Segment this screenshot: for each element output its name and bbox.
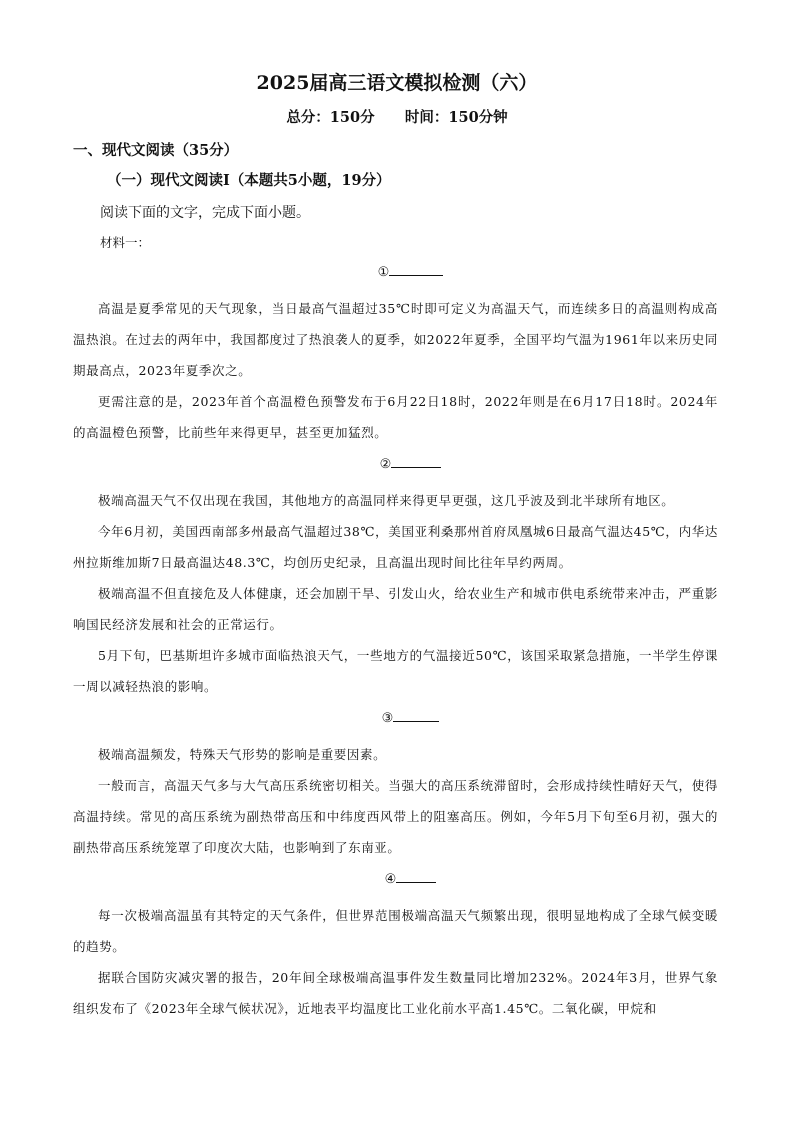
section-heading: 一、现代文阅读（35分）	[73, 142, 239, 159]
subheading-4	[73, 869, 718, 891]
exam-time: 时间：150分钟	[404, 109, 508, 126]
material-label: 材料一：	[100, 235, 151, 250]
fill-blank	[393, 709, 439, 722]
paragraph: 每一次极端高温虽有其特定的天气条件，但世界范围极端高温天气频繁出现，很明显地构成了全球气候变暖的趋势。	[73, 908, 718, 954]
subheading-1	[73, 262, 718, 284]
paragraph: 据联合国防灾减灾署的报告，20年间全球极端高温事件发生数量同比增加232%。2024年3月，世界气象组织发布了《2023年全球气候状况》，近地表平均温度比工业化前水平高1.45℃。二氧化碳，甲烷和	[73, 970, 718, 1016]
subheading-number: ②	[379, 457, 392, 472]
paragraph: 高温是夏季常见的天气现象，当日最高气温超过35℃时即可定义为高温天气，而连续多日的高温则构成高温热浪。在过去的两年中，我国都度过了热浪袭人的夏季，如2022年夏季，全国平均气温为1961年以来历史同期最高点，2023年夏季次之。	[73, 301, 718, 378]
paragraph: 一般而言，高温天气多与大气高压系统密切相关。当强大的高压系统滞留时，会形成持续性晴好天气，使得高温持续。常见的高压系统为副热带高压和中纬度西风带上的阻塞高压。例如，今年5月下旬至6月初，强大的副热带高压系统笼罩了印度次大陆，也影响到了东南亚。	[73, 778, 718, 855]
subheading-3	[73, 708, 718, 730]
total-score: 总分：150分	[286, 109, 375, 126]
exam-meta	[0, 107, 794, 129]
fill-blank	[396, 870, 436, 883]
subheading-number: ①	[377, 265, 390, 280]
paragraph: 更需注意的是，2023年首个高温橙色预警发布于6月22日18时，2022年则是在6月17日18时。2024年的高温橙色预警，比前些年来得更早，甚至更加猛烈。	[73, 394, 718, 440]
subheading-2	[73, 454, 718, 476]
exam-title: 2025届高三语文模拟检测（六）	[256, 72, 538, 94]
fill-blank	[391, 455, 441, 468]
paragraph: 极端高温不但直接危及人体健康，还会加剧干旱、引发山火，给农业生产和城市供电系统带来冲击，严重影响国民经济发展和社会的正常运行。	[73, 586, 718, 632]
fill-blank	[389, 263, 443, 276]
subheading-number: ③	[381, 711, 394, 726]
paragraph: 极端高温天气不仅出现在我国，其他地方的高温同样来得更早更强，这几乎波及到北半球所有地区。	[98, 493, 675, 508]
paragraph: 5月下旬，巴基斯坦许多城市面临热浪天气，一些地方的气温接近50℃，该国采取紧急措施，一半学生停课一周以减轻热浪的影响。	[73, 648, 718, 694]
reading-instructions: 阅读下面的文字，完成下面小题。	[100, 205, 310, 221]
paragraph: 今年6月初，美国西南部多州最高气温超过38℃，美国亚利桑那州首府凤凰城6日最高气温达45℃，内华达州拉斯维加斯7日最高温达48.3℃，均创历史纪录，且高温出现时间比往年早约两周。	[73, 524, 718, 570]
subheading-number: ④	[384, 872, 397, 887]
material-body	[73, 262, 718, 1024]
paragraph: 极端高温频发，特殊天气形势的影响是重要因素。	[98, 747, 387, 762]
subsection-heading: （一）现代文阅读Ⅰ（本题共5小题，19分）	[107, 172, 391, 189]
